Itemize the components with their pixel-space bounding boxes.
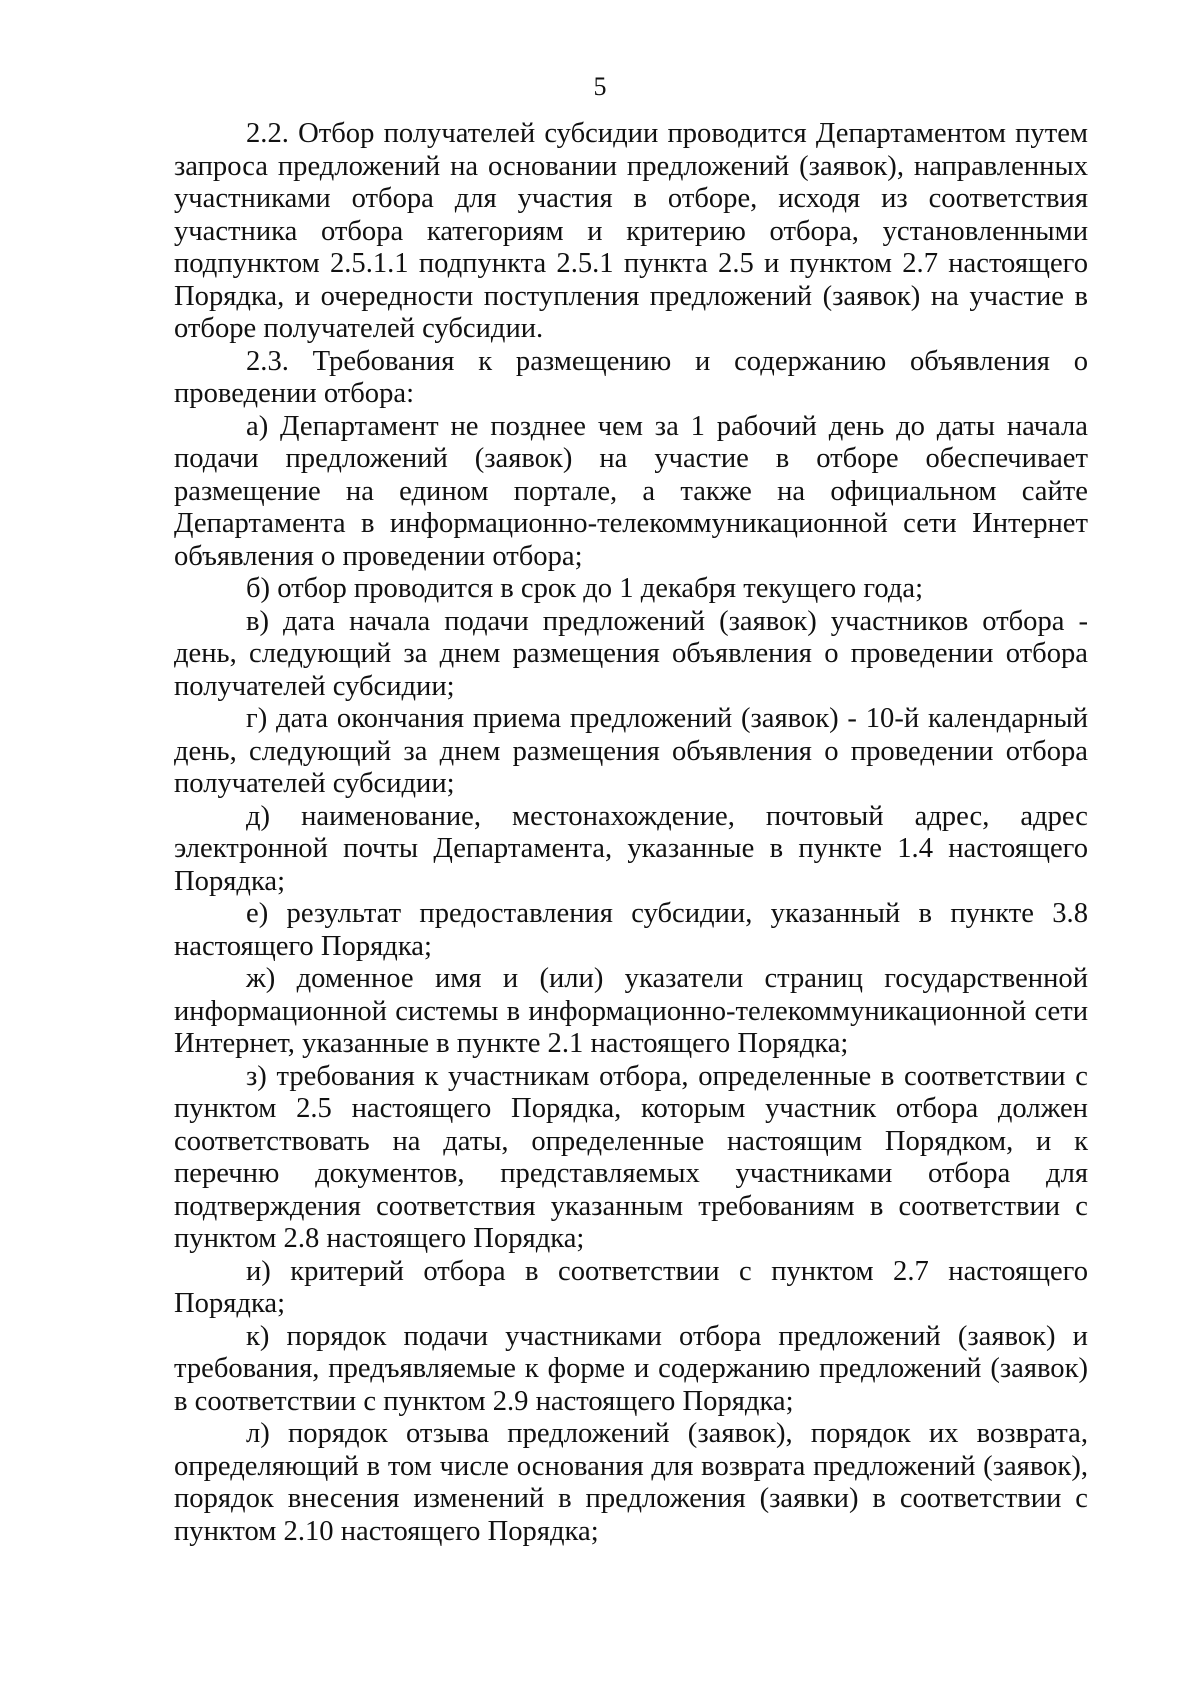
paragraph-item-b: б) отбор проводится в срок до 1 декабря текущего года; [246, 573, 924, 604]
paragraph-item-zh: ж) доменное имя и (или) указатели страниц государственной информационной системы в информационно-телекоммуникационной сети Интернет, указанные в пункте 2.1 настоящего Порядка; [174, 963, 1088, 1059]
paragraph-item-z: з) требования к участникам отбора, определенные в соответствии с пунктом 2.5 настоящего Порядка, которым участник отбора должен соответствовать на даты, определенные настоящим Порядком, и к перечню документов, представляемых участниками отбора для подтверждения соответствия указанным требованиям в соответствии с пунктом 2.8 настоящего Порядка; [174, 1060, 1088, 1254]
document-body [174, 118, 1088, 1548]
paragraph-item-i: и) критерий отбора в соответствии с пунктом 2.7 настоящего Порядка; [174, 1255, 1088, 1319]
paragraph-item-l: л) порядок отзыва предложений (заявок), порядок их возврата, определяющий в том числе основания для возврата предложений (заявок), порядок внесения изменений в предложения (заявки) в соответствии с пунктом 2.10 настоящего Порядка; [174, 1418, 1088, 1547]
paragraph-item-k: к) порядок подачи участниками отбора предложений (заявок) и требования, предъявляемые к форме и содержанию предложений (заявок) в соответствии с пунктом 2.9 настоящего Порядка; [174, 1320, 1088, 1417]
paragraph-2-2: 2.2. Отбор получателей субсидии проводится Департаментом путем запроса предложений на основании предложений (заявок), направленных участниками отбора для участия в отборе, исходя из соответствия участника отбора категориям и критерию отбора, установленными подпунктом 2.5.1.1 подпункта 2.5.1 пункта 2.5 и пунктом 2.7 настоящего Порядка, и очередности поступления предложений (заявок) на участие в отборе получателей субсидии. [174, 118, 1088, 344]
page-number: 5 [593, 72, 607, 101]
paragraph-2-3: 2.3. Требования к размещению и содержанию объявления о проведении отбора: [174, 345, 1088, 409]
paragraph-item-v: в) дата начала подачи предложений (заявок) участников отбора - день, следующий за днем размещения объявления о проведении отбора получателей субсидии; [174, 605, 1088, 702]
paragraph-item-e: е) результат предоставления субсидии, указанный в пункте 3.8 настоящего Порядка; [174, 898, 1088, 962]
paragraph-item-g: г) дата окончания приема предложений (заявок) - 10-й календарный день, следующий за днем размещения объявления о проведении отбора получателей субсидии; [174, 703, 1088, 799]
paragraph-item-d: д) наименование, местонахождение, почтовый адрес, адрес электронной почты Департамента, указанные в пункте 1.4 настоящего Порядка; [174, 800, 1088, 897]
paragraph-item-a: а) Департамент не позднее чем за 1 рабочий день до даты начала подачи предложений (заявок) на участие в отборе обеспечивает размещение на едином портале, а также на официальном сайте Департамента в информационно-телекоммуникационной сети Интернет объявления о проведении отбора; [174, 410, 1088, 572]
